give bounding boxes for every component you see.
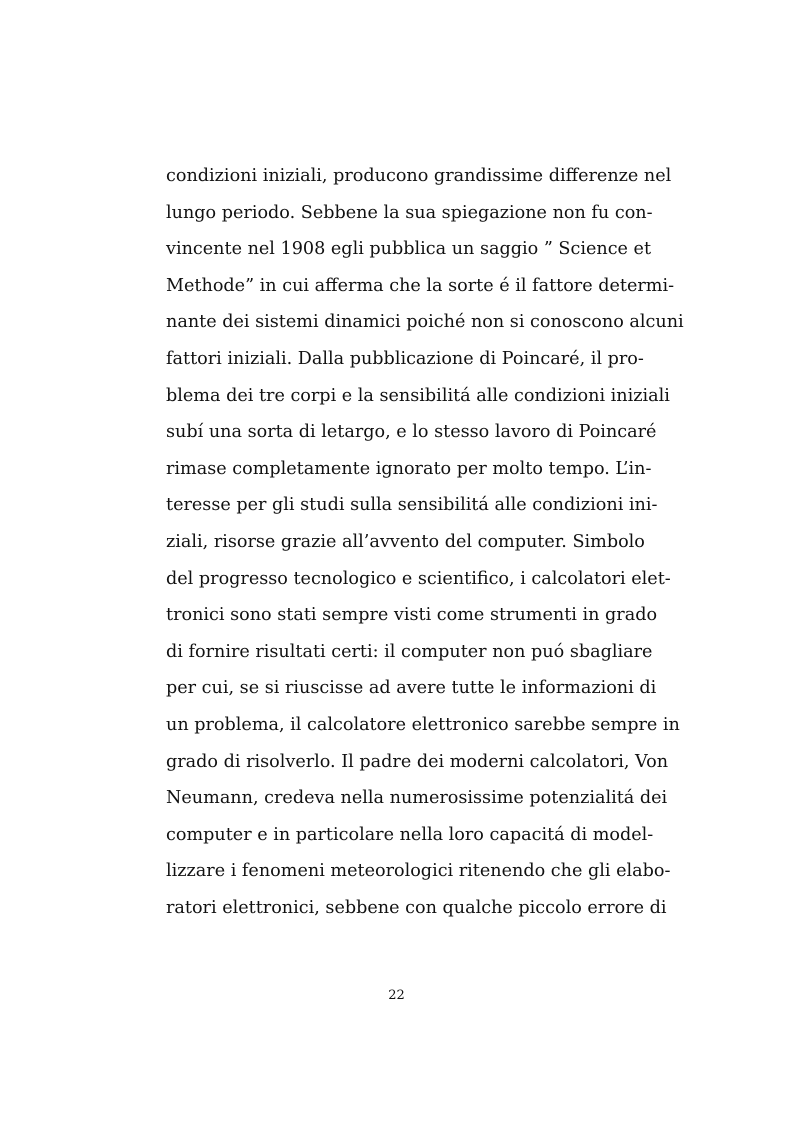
text-line: nante dei sistemi dinamici poiché non si conoscono alcuni	[166, 312, 684, 333]
text-line: blema dei tre corpi e la sensibilitá alle condizioni iniziali	[166, 385, 670, 406]
text-line: subí una sorta di letargo, e lo stesso lavoro di Poincaré	[166, 422, 657, 443]
text-line: Methode” in cui afferma che la sorte é il fattore determi-	[166, 275, 675, 296]
text-line: condizioni iniziali, producono grandissime differenze nel	[166, 166, 672, 186]
text-line: del progresso tecnologico e scientifico, i calcolatori elet-	[166, 568, 671, 589]
text-line: tronici sono stati sempre visti come strumenti in grado	[166, 605, 658, 626]
text-line: lungo periodo. Sebbene la sua spiegazione non fu con-	[166, 202, 653, 223]
text-line: rimase completamente ignorato per molto tempo. L’in-	[166, 458, 652, 479]
text-line: per cui, se si riuscisse ad avere tutte le informazioni di	[166, 678, 657, 699]
text-line: ziali, risorse grazie all’avvento del computer. Simbolo	[166, 531, 645, 552]
text-line: ratori elettronici, sebbene con qualche piccolo errore di	[166, 897, 667, 918]
text-line: lizzare i fenomeni meteorologici ritenendo che gli elabo-	[166, 861, 671, 882]
text-line: computer e in particolare nella loro capacitá di model-	[166, 824, 654, 845]
page-number: 22	[388, 988, 405, 1003]
body-text	[166, 158, 684, 926]
text-line: un problema, il calcolatore elettronico sarebbe sempre in	[166, 714, 680, 735]
text-line: Neumann, credeva nella numerosissime potenzialitá dei	[166, 788, 668, 809]
text-line: vincente nel 1908 egli pubblica un saggio ” Science et	[166, 239, 652, 260]
text-line: di fornire risultati certi: il computer non puó sbagliare	[166, 641, 653, 662]
text-line: grado di risolverlo. Il padre dei moderni calcolatori, Von	[166, 751, 669, 772]
text-line: teresse per gli studi sulla sensibilitá alle condizioni ini-	[166, 495, 658, 516]
text-line: fattori iniziali. Dalla pubblicazione di Poincaré, il pro-	[166, 348, 644, 369]
